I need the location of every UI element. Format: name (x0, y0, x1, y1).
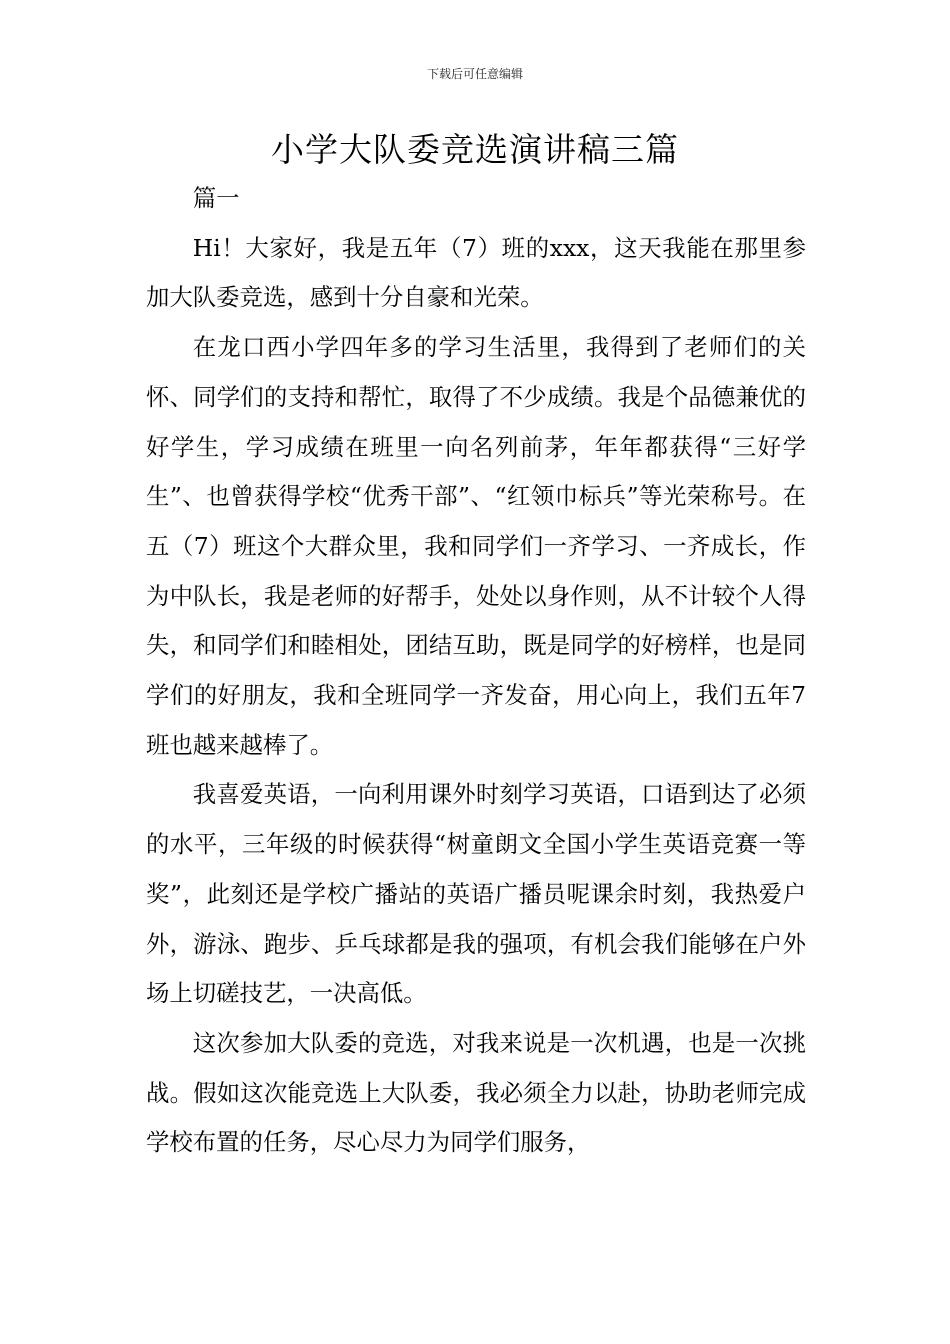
section-label: 篇一 (192, 184, 240, 212)
paragraph-achievements: 在龙口西小学四年多的学习生活里，我得到了老师们的关怀、同学们的支持和帮忙，取得了不少成绩。我是个品德兼优的好学生，学习成绩在班里一向名列前茅，年年都获得“三好学生”、也曾获得学校“优秀干部”、“红领巾标兵”等光荣称号。在五（7）班这个大群众里，我和同学们一齐学习、一齐成长，作为中队长，我是老师的好帮手，处处以身作则，从不计较个人得失，和同学们和睦相处，团结互助，既是同学的好榜样，也是同学们的好朋友，我和全班同学一齐发奋，用心向上，我们五年7班也越来越棒了。 (146, 333, 806, 759)
document-title: 小学大队委竞选演讲稿三篇 (271, 130, 679, 169)
paragraph-commitment: 这次参加大队委的竞选，对我来说是一次机遇，也是一次挑战。假如这次能竞选上大队委，我必须全力以赴，协助老师完成学校布置的任务，尽心尽力为同学们服务， (146, 1028, 806, 1157)
paragraph-hobbies: 我喜爱英语，一向利用课外时刻学习英语，口语到达了必须的水平，三年级的时候获得“树童朗文全国小学生英语竞赛一等奖”，此刻还是学校广播站的英语广播员呢课余时刻，我热爱户外，游泳、跑步、乒乓球都是我的强项，有机会我们能够在户外场上切磋技艺，一决高低。 (146, 780, 806, 1008)
paragraph-greeting: Hi！大家好，我是五年（7）班的xxx，这天我能在那里参加大队委竞选，感到十分自豪和光荣。 (146, 233, 806, 312)
document-body (146, 174, 806, 1168)
header-note: 下载后可任意编辑 (426, 67, 523, 81)
